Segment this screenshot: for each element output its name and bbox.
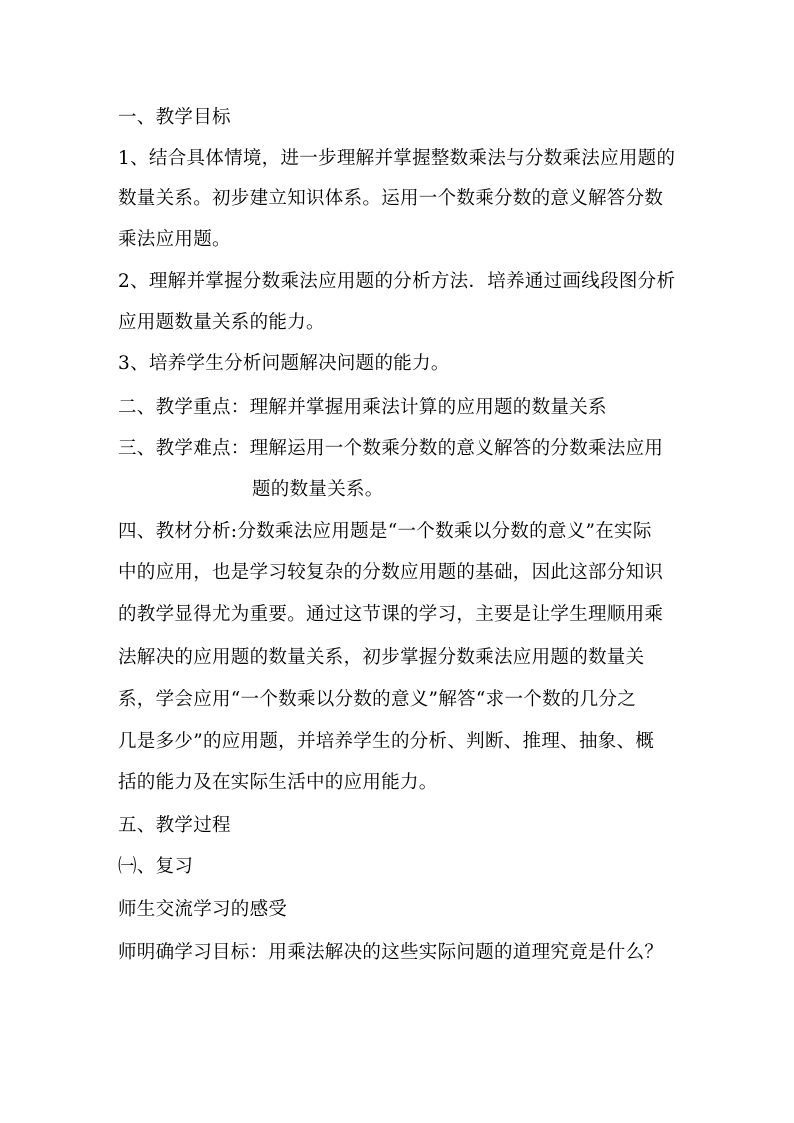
goal-line: 师明确学习目标：用乘法解决的这些实际问题的道理究竟是什么？ xyxy=(118,942,664,963)
analysis-line-4: 法解决的应用题的数量关系，初步掌握分数乘法应用题的数量关 xyxy=(118,647,645,668)
analysis-line-5: 系，学会应用“一个数乘以分数的意义”解答“求一个数的几分之 xyxy=(118,689,637,710)
difficulty-line-2: 题的数量关系。 xyxy=(252,479,384,500)
objective-1-line-1: 1、结合具体情境，进一步理解并掌握整数乘法与分数乘法应用题的 xyxy=(118,148,676,169)
exchange-line: 师生交流学习的感受 xyxy=(118,899,288,920)
objective-1-line-2: 数量关系。初步建立知识体系。运用一个数乘分数的意义解答分数 xyxy=(118,188,664,209)
key-point: 二、教学重点：理解并掌握用乘法计算的应用题的数量关系 xyxy=(118,397,607,418)
objective-3: 3、培养学生分析问题解决问题的能力。 xyxy=(118,353,450,374)
analysis-line-2: 中的应用，也是学习较复杂的分数应用题的基础，因此这部分知识 xyxy=(118,562,664,583)
heading-objectives: 一、教学目标 xyxy=(118,107,231,128)
objective-2-line-1: 2、理解并掌握分数乘法应用题的分析方法．培养通过画线段图分析 xyxy=(118,271,676,292)
analysis-line-6: 几是多少”的应用题，并培养学生的分析、判断、推理、抽象、概 xyxy=(118,731,655,752)
analysis-line-7: 括的能力及在实际生活中的应用能力。 xyxy=(118,772,438,793)
analysis-line-1: 四、教材分析:分数乘法应用题是“一个数乘以分数的意义”在实际 xyxy=(118,521,652,542)
objective-1-line-3: 乘法应用题。 xyxy=(118,229,231,250)
difficulty-line-1: 三、教学难点：理解运用一个数乘分数的意义解答的分数乘法应用 xyxy=(118,438,664,459)
heading-process: 五、教学过程 xyxy=(118,815,231,836)
objective-2-line-2: 应用题数量关系的能力。 xyxy=(118,312,325,333)
review-heading: ㈠、复习 xyxy=(118,856,194,877)
analysis-line-3: 的教学显得尤为重要。通过这节课的学习，主要是让学生理顺用乘 xyxy=(118,604,664,625)
